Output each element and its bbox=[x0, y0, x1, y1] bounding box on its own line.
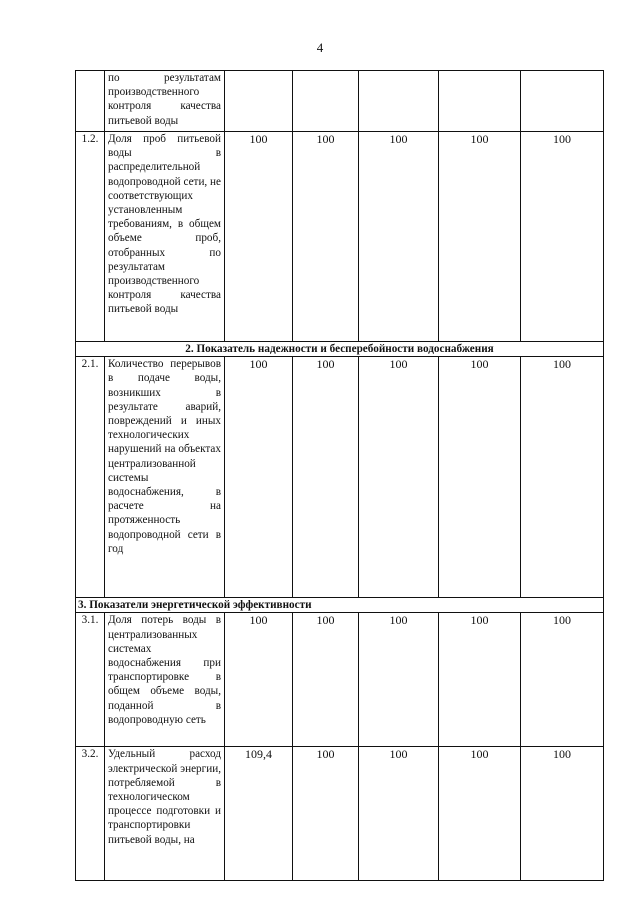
value-cell: 100 bbox=[359, 747, 439, 881]
section-header-row bbox=[76, 598, 604, 613]
row-description: Удельный расход электрической энергии, потребляемой в технологическом процессе подготовки и транспортировки питьевой воды, на bbox=[105, 747, 225, 881]
value-cell: 100 bbox=[359, 613, 439, 747]
value-cell: 100 bbox=[225, 357, 293, 598]
value-cell: 100 bbox=[359, 132, 439, 342]
row-description: Количество перерывов в подаче воды, возникших в результате аварий, повреждений и иных технологических нарушений на объектах централизованной системы водоснабжения, в расчете на протяженность водопроводной сети в год bbox=[105, 357, 225, 598]
value-cell: 100 bbox=[439, 357, 521, 598]
value-cell: 100 bbox=[521, 613, 604, 747]
table-row bbox=[76, 747, 604, 881]
row-number: 2.1. bbox=[76, 357, 105, 598]
row-description: по результатам производственного контроля качества питьевой воды bbox=[105, 71, 225, 132]
row-number bbox=[76, 71, 105, 132]
value-cell: 100 bbox=[225, 613, 293, 747]
indicators-table bbox=[75, 70, 604, 881]
section-title: 3. Показатели энергетической эффективности bbox=[76, 598, 604, 613]
value-cell: 100 bbox=[439, 613, 521, 747]
page-number: 4 bbox=[316, 40, 324, 55]
section-title: 2. Показатель надежности и бесперебойности водоснабжения bbox=[76, 342, 604, 357]
value-cell: 100 bbox=[359, 357, 439, 598]
value-cell: 100 bbox=[293, 747, 359, 881]
table-row bbox=[76, 357, 604, 598]
value-cell bbox=[293, 71, 359, 132]
value-cell: 100 bbox=[439, 747, 521, 881]
table-row bbox=[76, 71, 604, 132]
value-cell: 109,4 bbox=[225, 747, 293, 881]
value-cell bbox=[521, 71, 604, 132]
value-cell bbox=[439, 71, 521, 132]
value-cell: 100 bbox=[293, 613, 359, 747]
row-number: 3.2. bbox=[76, 747, 105, 881]
value-cell: 100 bbox=[521, 747, 604, 881]
row-number: 1.2. bbox=[76, 132, 105, 342]
table-row bbox=[76, 613, 604, 747]
value-cell bbox=[359, 71, 439, 132]
value-cell: 100 bbox=[225, 132, 293, 342]
value-cell: 100 bbox=[293, 357, 359, 598]
value-cell: 100 bbox=[293, 132, 359, 342]
value-cell: 100 bbox=[439, 132, 521, 342]
section-header-row bbox=[76, 342, 604, 357]
row-description: Доля потерь воды в централизованных системах водоснабжения при транспортировке в общем объеме воды, поданной в водопроводную сеть bbox=[105, 613, 225, 747]
table-row bbox=[76, 132, 604, 342]
value-cell: 100 bbox=[521, 132, 604, 342]
value-cell: 100 bbox=[521, 357, 604, 598]
row-number: 3.1. bbox=[76, 613, 105, 747]
value-cell bbox=[225, 71, 293, 132]
row-description: Доля проб питьевой воды в распределительной водопроводной сети, не соответствующих установленным требованиям, в общем объеме проб, отобранных по результатам производственного контроля качества питьевой воды bbox=[105, 132, 225, 342]
